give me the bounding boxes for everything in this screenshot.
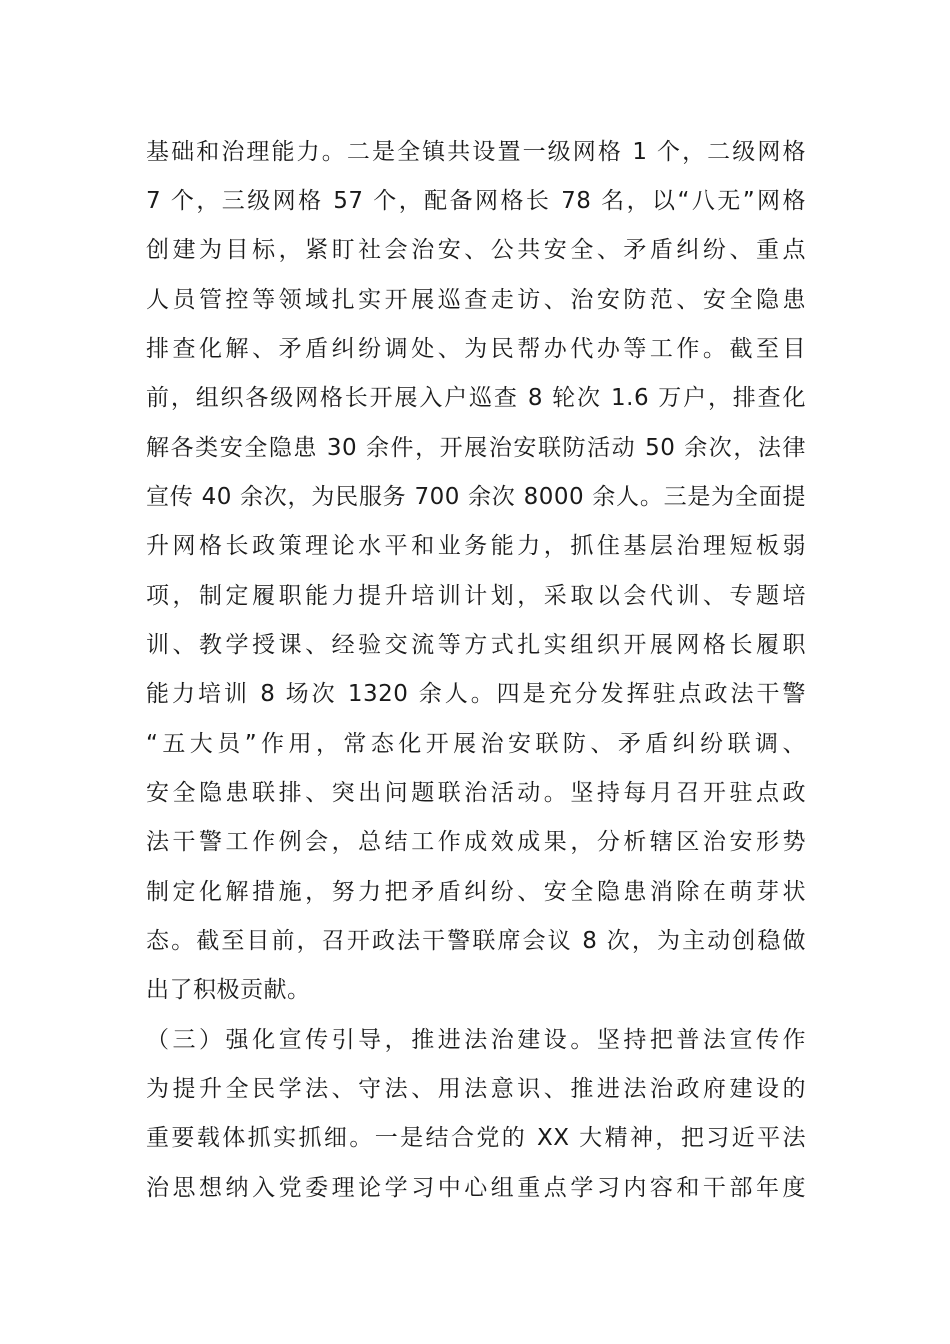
text-line: 重要载体抓实抓细。一是结合党的 XX 大精神，把习近平法 xyxy=(146,1125,806,1151)
text-line: 为提升全民学法、守法、用法意识、推进法治政府建设的 xyxy=(146,1076,806,1102)
text-line: 排查化解、矛盾纠纷调处、为民帮办代办等工作。截至目 xyxy=(146,336,806,362)
text-line: 态。截至目前，召开政法干警联席会议 8 次，为主动创稳做 xyxy=(146,928,806,954)
text-line: 制定化解措施，努力把矛盾纠纷、安全隐患消除在萌芽状 xyxy=(146,879,806,905)
section-heading-line: （三）强化宣传引导，推进法治建设。坚持把普法宣传作 xyxy=(146,1027,806,1053)
text-line: 出了积极贡献。 xyxy=(146,977,311,1003)
text-line: 前，组织各级网格长开展入户巡查 8 轮次 1.6 万户，排查化 xyxy=(146,385,806,411)
text-line: 解各类安全隐患 30 余件，开展治安联防活动 50 余次，法律 xyxy=(146,435,806,461)
text-line: “五大员”作用，常态化开展治安联防、矛盾纠纷联调、 xyxy=(146,731,806,757)
text-line: 能力培训 8 场次 1320 余人。四是充分发挥驻点政法干警 xyxy=(146,681,806,707)
text-line: 创建为目标，紧盯社会治安、公共安全、矛盾纠纷、重点 xyxy=(146,237,806,263)
text-line: 宣传 40 余次，为民服务 700 余次 8000 余人。三是为全面提 xyxy=(146,484,806,510)
text-line: 基础和治理能力。二是全镇共设置一级网格 1 个，二级网格 xyxy=(146,139,806,165)
text-line: 训、教学授课、经验交流等方式扎实组织开展网格长履职 xyxy=(146,632,806,658)
text-line: 安全隐患联排、突出问题联治活动。坚持每月召开驻点政 xyxy=(146,780,806,806)
text-line: 治思想纳入党委理论学习中心组重点学习内容和干部年度 xyxy=(146,1175,806,1201)
text-line: 7 个，三级网格 57 个，配备网格长 78 名，以“八无”网格 xyxy=(146,188,806,214)
text-line: 项，制定履职能力提升培训计划，采取以会代训、专题培 xyxy=(146,583,806,609)
text-line: 人员管控等领域扎实开展巡查走访、治安防范、安全隐患 xyxy=(146,287,806,313)
text-line: 升网格长政策理论水平和业务能力，抓住基层治理短板弱 xyxy=(146,533,806,559)
text-line: 法干警工作例会，总结工作成效成果，分析辖区治安形势 xyxy=(146,829,806,855)
